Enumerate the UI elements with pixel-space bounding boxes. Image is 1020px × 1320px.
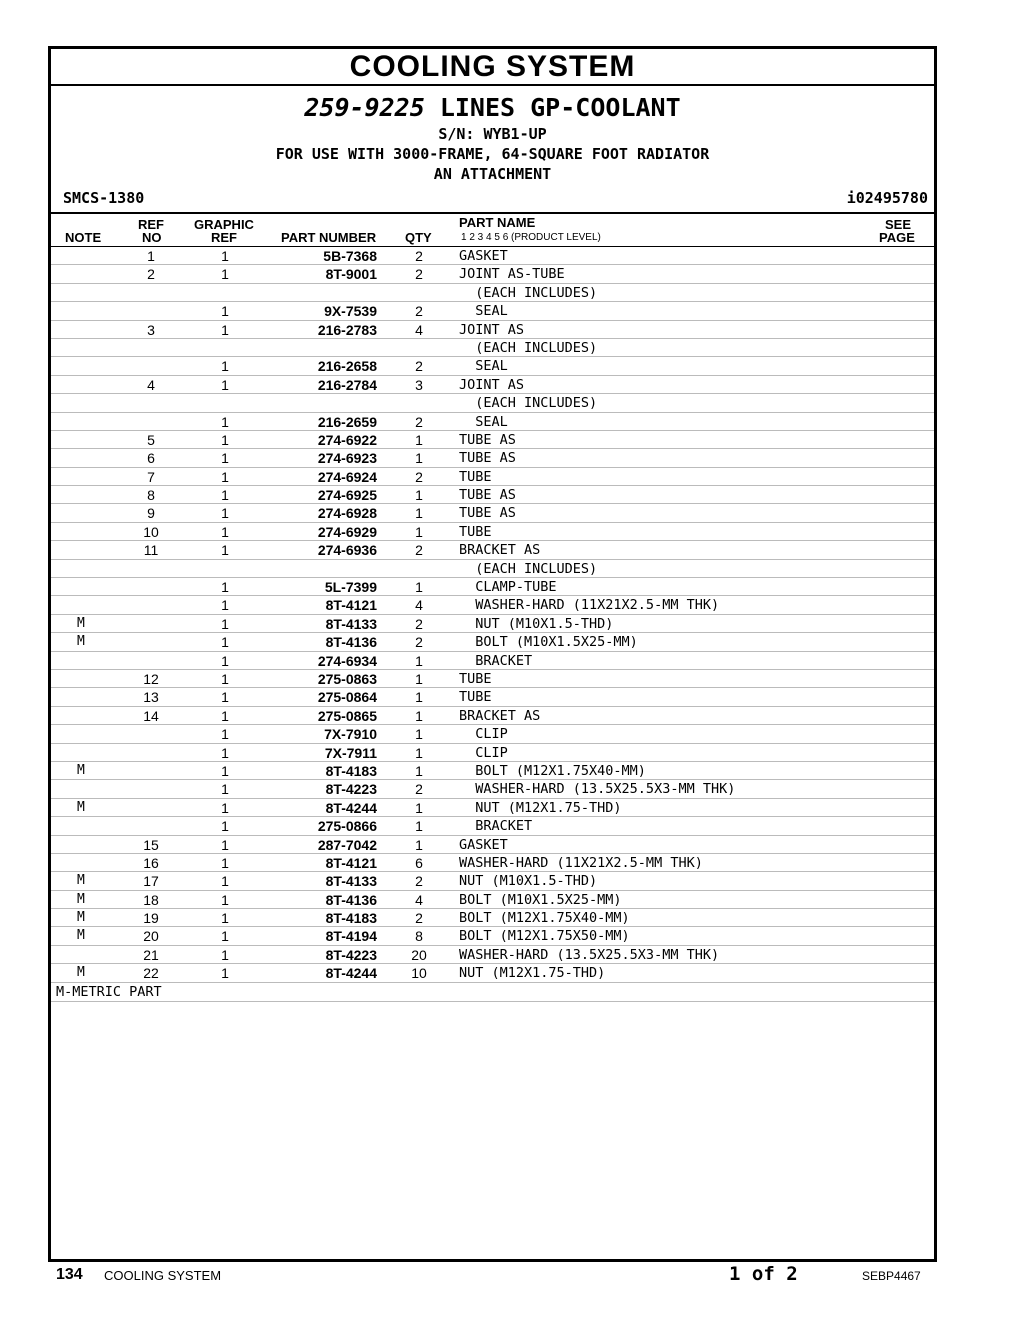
footer-section: COOLING SYSTEM bbox=[104, 1268, 222, 1283]
part-number-cell: 7X-7911 bbox=[324, 744, 377, 761]
ref-no-cell: 20 bbox=[143, 928, 159, 945]
graphic-ref-cell: 1 bbox=[221, 376, 229, 393]
table-row bbox=[51, 927, 934, 945]
part-name-cell: TUBE AS bbox=[459, 505, 516, 522]
qty-cell: 8 bbox=[415, 928, 423, 945]
qty-cell: 3 bbox=[415, 376, 423, 393]
graphic-ref-cell: 1 bbox=[221, 487, 229, 504]
qty-cell: 2 bbox=[415, 615, 423, 632]
qty-cell: 4 bbox=[415, 321, 423, 338]
graphic-ref-cell: 1 bbox=[221, 965, 229, 982]
graphic-ref-cell: 1 bbox=[221, 579, 229, 596]
table-row bbox=[51, 284, 934, 302]
part-name-cell: NUT (M10X1.5-THD) bbox=[459, 615, 614, 632]
part-number-cell: 275-0866 bbox=[317, 818, 377, 835]
graphic-ref-cell: 1 bbox=[221, 615, 229, 632]
graphic-ref-cell: 1 bbox=[221, 836, 229, 853]
part-name-cell: BOLT (M10X1.5X25-MM) bbox=[459, 634, 638, 651]
table-row bbox=[51, 523, 934, 541]
qty-cell: 1 bbox=[415, 579, 423, 596]
graphic-ref-cell: 1 bbox=[221, 873, 229, 890]
part-number-cell: 216-2659 bbox=[317, 413, 377, 430]
ref-no-cell: 14 bbox=[143, 707, 159, 724]
ref-no-cell: 12 bbox=[143, 670, 159, 687]
part-name-cell: SEAL bbox=[459, 358, 508, 375]
part-name-cell: BOLT (M12X1.75X40-MM) bbox=[459, 910, 630, 927]
page-number: 134 bbox=[56, 1266, 83, 1283]
part-name-cell: TUBE AS bbox=[459, 450, 516, 467]
serial-number: S/N: WYB1-UP bbox=[438, 125, 547, 143]
table-row bbox=[51, 486, 934, 504]
graphic-ref-cell: 1 bbox=[221, 928, 229, 945]
graphic-ref-cell: 1 bbox=[221, 266, 229, 283]
table-row bbox=[51, 431, 934, 449]
part-name-cell: WASHER-HARD (13.5X25.5X3-MM THK) bbox=[459, 781, 736, 798]
col-product-level: 1 2 3 4 5 6 (PRODUCT LEVEL) bbox=[461, 232, 601, 243]
part-number-cell: 274-6929 bbox=[317, 523, 377, 540]
graphic-ref-cell: 1 bbox=[221, 468, 229, 485]
graphic-ref-cell: 1 bbox=[221, 781, 229, 798]
note-cell: M bbox=[77, 634, 85, 650]
table-row bbox=[51, 836, 934, 854]
ref-no-cell: 16 bbox=[143, 854, 159, 871]
note-cell: M bbox=[77, 910, 85, 926]
part-name-cell: TUBE bbox=[459, 670, 492, 687]
note-cell: M bbox=[77, 799, 85, 815]
col-see-2: PAGE bbox=[879, 230, 915, 245]
part-name-cell: BRACKET AS bbox=[459, 542, 541, 559]
qty-cell: 4 bbox=[415, 891, 423, 908]
ref-no-cell: 15 bbox=[143, 836, 159, 853]
table-row bbox=[51, 725, 934, 743]
part-name-cell: TUBE bbox=[459, 468, 492, 485]
graphic-ref-cell: 1 bbox=[221, 248, 229, 264]
ref-no-cell: 13 bbox=[143, 689, 159, 706]
part-number-cell: 8T-4133 bbox=[325, 615, 377, 632]
part-name-cell: TUBE AS bbox=[459, 431, 516, 448]
part-number-cell: 216-2784 bbox=[317, 376, 377, 393]
part-name-cell: CLIP bbox=[459, 744, 508, 761]
table-row bbox=[51, 578, 934, 596]
part-number-cell: 8T-4244 bbox=[325, 965, 377, 982]
qty-cell: 20 bbox=[411, 946, 427, 963]
table-row bbox=[51, 615, 934, 633]
note-cell: M bbox=[77, 891, 85, 907]
table-row bbox=[51, 872, 934, 890]
group-heading bbox=[51, 92, 934, 124]
table-row bbox=[51, 946, 934, 964]
table-row bbox=[51, 376, 934, 394]
part-number-cell: 8T-4121 bbox=[325, 597, 377, 614]
qty-cell: 2 bbox=[415, 303, 423, 320]
qty-cell: 10 bbox=[411, 965, 427, 982]
column-header bbox=[51, 214, 934, 247]
qty-cell: 1 bbox=[415, 707, 423, 724]
ref-no-cell: 7 bbox=[147, 468, 155, 485]
part-number-cell: 274-6925 bbox=[317, 487, 377, 504]
ref-no-cell: 2 bbox=[147, 266, 155, 283]
table-row bbox=[51, 413, 934, 431]
part-name-cell: WASHER-HARD (11X21X2.5-MM THK) bbox=[459, 597, 720, 614]
part-name-cell: BRACKET bbox=[459, 652, 533, 669]
graphic-ref-cell: 1 bbox=[221, 670, 229, 687]
part-number-cell: 8T-4223 bbox=[325, 781, 377, 798]
graphic-ref-cell: 1 bbox=[221, 946, 229, 963]
part-number-cell: 274-6922 bbox=[317, 431, 377, 448]
part-number-cell: 274-6923 bbox=[317, 450, 377, 467]
graphic-ref-cell: 1 bbox=[221, 505, 229, 522]
col-qty: QTY bbox=[405, 230, 432, 245]
graphic-ref-cell: 1 bbox=[221, 303, 229, 320]
group-part-number: 259-9225 bbox=[304, 93, 425, 122]
qty-cell: 1 bbox=[415, 431, 423, 448]
part-number-cell: 216-2658 bbox=[317, 358, 377, 375]
part-number-cell: 274-6936 bbox=[317, 542, 377, 559]
section-title: COOLING SYSTEM bbox=[51, 49, 934, 86]
qty-cell: 2 bbox=[415, 266, 423, 283]
qty-cell: 4 bbox=[415, 597, 423, 614]
part-name-cell: CLAMP-TUBE bbox=[459, 579, 557, 596]
ref-no-cell: 5 bbox=[147, 431, 155, 448]
part-name-cell: BRACKET bbox=[459, 818, 533, 835]
part-name-cell: WASHER-HARD (13.5X25.5X3-MM THK) bbox=[459, 946, 720, 963]
graphic-ref-cell: 1 bbox=[221, 542, 229, 559]
qty-cell: 1 bbox=[415, 689, 423, 706]
ref-no-cell: 4 bbox=[147, 376, 155, 393]
qty-cell: 6 bbox=[415, 854, 423, 871]
table-row bbox=[51, 468, 934, 486]
ref-no-cell: 3 bbox=[147, 321, 155, 338]
qty-cell: 1 bbox=[415, 762, 423, 779]
part-number-cell: 8T-4223 bbox=[325, 946, 377, 963]
part-number-cell: 8T-4136 bbox=[325, 891, 377, 908]
qty-cell: 2 bbox=[415, 248, 423, 264]
ref-no-cell: 6 bbox=[147, 450, 155, 467]
usage-line: FOR USE WITH 3000-FRAME, 64-SQUARE FOOT RADIATOR bbox=[275, 145, 710, 163]
part-number-cell: 8T-4194 bbox=[325, 928, 377, 945]
graphic-ref-cell: 1 bbox=[221, 707, 229, 724]
part-number-cell: 216-2783 bbox=[317, 321, 377, 338]
ref-no-cell: 11 bbox=[143, 542, 159, 559]
table-row bbox=[51, 596, 934, 614]
part-name-cell: NUT (M12X1.75-THD) bbox=[459, 799, 622, 816]
part-number-cell: 8T-4136 bbox=[325, 634, 377, 651]
part-number-cell: 8T-4183 bbox=[325, 762, 377, 779]
table-row bbox=[51, 670, 934, 688]
table-row bbox=[51, 394, 934, 412]
part-name-cell: TUBE bbox=[459, 523, 492, 540]
graphic-ref-cell: 1 bbox=[221, 321, 229, 338]
qty-cell: 1 bbox=[415, 487, 423, 504]
part-number-cell: 275-0864 bbox=[317, 689, 377, 706]
note-cell: M bbox=[77, 965, 85, 981]
part-name-cell: BOLT (M12X1.75X40-MM) bbox=[459, 762, 646, 779]
qty-cell: 2 bbox=[415, 873, 423, 890]
part-number-cell: 274-6928 bbox=[317, 505, 377, 522]
part-number-cell: 287-7042 bbox=[317, 836, 377, 853]
table-row bbox=[51, 909, 934, 927]
graphic-ref-cell: 1 bbox=[221, 799, 229, 816]
graphic-ref-cell: 1 bbox=[221, 854, 229, 871]
note-cell: M bbox=[77, 873, 85, 889]
part-number-cell: 9X-7539 bbox=[324, 303, 377, 320]
part-number-cell: 7X-7910 bbox=[324, 726, 377, 743]
smcs-bar bbox=[51, 186, 934, 214]
part-name-cell: NUT (M10X1.5-THD) bbox=[459, 873, 598, 890]
part-name-cell: TUBE bbox=[459, 689, 492, 706]
graphic-ref-cell: 1 bbox=[221, 431, 229, 448]
ref-no-cell: 8 bbox=[147, 487, 155, 504]
qty-cell: 2 bbox=[415, 781, 423, 798]
part-name-cell: SEAL bbox=[459, 303, 508, 320]
part-number-cell: 8T-4133 bbox=[325, 873, 377, 890]
col-graphic-1: GRAPHIC bbox=[194, 217, 254, 232]
attachment-line: AN ATTACHMENT bbox=[433, 165, 552, 183]
table-row bbox=[51, 891, 934, 909]
table-row bbox=[51, 357, 934, 375]
part-number-cell: 5B-7368 bbox=[323, 248, 377, 264]
part-number-cell: 8T-4244 bbox=[325, 799, 377, 816]
smcs-code: SMCS-1380 bbox=[63, 189, 145, 207]
qty-cell: 2 bbox=[415, 413, 423, 430]
qty-cell: 1 bbox=[415, 505, 423, 522]
table-row bbox=[51, 817, 934, 835]
table-row bbox=[51, 265, 934, 283]
qty-cell: 1 bbox=[415, 836, 423, 853]
note-cell: M bbox=[77, 615, 85, 631]
ref-no-cell: 9 bbox=[147, 505, 155, 522]
metric-footnote: M-METRIC PART bbox=[51, 983, 934, 1002]
part-number-cell: 8T-4183 bbox=[325, 910, 377, 927]
table-row bbox=[51, 321, 934, 339]
ref-no-cell: 21 bbox=[143, 946, 159, 963]
qty-cell: 1 bbox=[415, 818, 423, 835]
table-row bbox=[51, 688, 934, 706]
part-name-cell: GASKET bbox=[459, 836, 508, 853]
part-name-cell: JOINT AS bbox=[459, 321, 525, 338]
table-row bbox=[51, 854, 934, 872]
graphic-ref-cell: 1 bbox=[221, 450, 229, 467]
graphic-ref-cell: 1 bbox=[221, 818, 229, 835]
qty-cell: 2 bbox=[415, 910, 423, 927]
col-part-name: PART NAME bbox=[459, 215, 536, 230]
table-row bbox=[51, 504, 934, 522]
graphic-ref-cell: 1 bbox=[221, 726, 229, 743]
table-row bbox=[51, 964, 934, 982]
part-name-cell: NUT (M12X1.75-THD) bbox=[459, 965, 606, 982]
ref-no-cell: 19 bbox=[143, 910, 159, 927]
col-ref-2: NO bbox=[142, 230, 162, 245]
part-name-cell: (EACH INCLUDES) bbox=[459, 339, 598, 356]
ref-no-cell: 1 bbox=[147, 248, 155, 264]
parts-table-body bbox=[51, 247, 934, 983]
col-note: NOTE bbox=[65, 230, 102, 245]
graphic-ref-cell: 1 bbox=[221, 413, 229, 430]
table-row bbox=[51, 633, 934, 651]
qty-cell: 2 bbox=[415, 468, 423, 485]
part-number-cell: 274-6934 bbox=[317, 652, 377, 669]
part-number-cell: 8T-9001 bbox=[325, 266, 377, 283]
document-id: SEBP4467 bbox=[862, 1269, 921, 1283]
group-name: LINES GP-COOLANT bbox=[439, 93, 681, 122]
graphic-ref-cell: 1 bbox=[221, 358, 229, 375]
part-name-cell: (EACH INCLUDES) bbox=[459, 284, 598, 301]
part-name-cell: TUBE AS bbox=[459, 487, 516, 504]
col-see-1: SEE bbox=[885, 217, 912, 232]
qty-cell: 1 bbox=[415, 670, 423, 687]
table-row bbox=[51, 707, 934, 725]
graphic-ref-cell: 1 bbox=[221, 597, 229, 614]
graphic-ref-cell: 1 bbox=[221, 634, 229, 651]
part-name-cell: SEAL bbox=[459, 413, 508, 430]
part-number-cell: 275-0863 bbox=[317, 670, 377, 687]
qty-cell: 1 bbox=[415, 652, 423, 669]
graphic-ref-cell: 1 bbox=[221, 523, 229, 540]
table-row bbox=[51, 652, 934, 670]
ref-no-cell: 10 bbox=[143, 523, 159, 540]
page-footer bbox=[0, 1263, 1020, 1290]
qty-cell: 1 bbox=[415, 799, 423, 816]
table-row bbox=[51, 449, 934, 467]
qty-cell: 2 bbox=[415, 542, 423, 559]
table-row bbox=[51, 302, 934, 320]
part-number-cell: 8T-4121 bbox=[325, 854, 377, 871]
note-cell: M bbox=[77, 928, 85, 944]
part-name-cell: JOINT AS-TUBE bbox=[459, 266, 565, 283]
graphic-ref-cell: 1 bbox=[221, 744, 229, 761]
note-cell: M bbox=[77, 762, 85, 778]
table-row bbox=[51, 762, 934, 780]
part-name-cell: BOLT (M12X1.75X50-MM) bbox=[459, 928, 630, 945]
part-number-cell: 5L-7399 bbox=[324, 579, 377, 596]
ref-no-cell: 18 bbox=[143, 891, 159, 908]
qty-cell: 1 bbox=[415, 523, 423, 540]
qty-cell: 1 bbox=[415, 450, 423, 467]
part-name-cell: (EACH INCLUDES) bbox=[459, 395, 598, 412]
table-row bbox=[51, 560, 934, 578]
parts-page-frame bbox=[48, 46, 937, 1262]
qty-cell: 1 bbox=[415, 744, 423, 761]
col-ref-1: REF bbox=[138, 217, 164, 232]
col-part-number: PART NUMBER bbox=[281, 230, 377, 245]
illustration-id: i02495780 bbox=[846, 189, 928, 207]
qty-cell: 2 bbox=[415, 358, 423, 375]
part-name-cell: WASHER-HARD (11X21X2.5-MM THK) bbox=[459, 854, 703, 871]
part-name-cell: CLIP bbox=[459, 726, 508, 743]
part-name-cell: GASKET bbox=[459, 248, 508, 264]
part-name-cell: (EACH INCLUDES) bbox=[459, 560, 598, 577]
part-name-cell: BOLT (M10X1.5X25-MM) bbox=[459, 891, 622, 908]
part-name-cell: BRACKET AS bbox=[459, 707, 541, 724]
table-row bbox=[51, 541, 934, 559]
page-of-indicator: 1 of 2 bbox=[729, 1263, 798, 1285]
table-row bbox=[51, 247, 934, 265]
ref-no-cell: 17 bbox=[143, 873, 159, 890]
graphic-ref-cell: 1 bbox=[221, 762, 229, 779]
qty-cell: 1 bbox=[415, 726, 423, 743]
part-number-cell: 275-0865 bbox=[317, 707, 377, 724]
ref-no-cell: 22 bbox=[143, 965, 159, 982]
graphic-ref-cell: 1 bbox=[221, 891, 229, 908]
graphic-ref-cell: 1 bbox=[221, 652, 229, 669]
part-name-cell: JOINT AS bbox=[459, 376, 525, 393]
graphic-ref-cell: 1 bbox=[221, 689, 229, 706]
table-row bbox=[51, 780, 934, 798]
table-row bbox=[51, 744, 934, 762]
graphic-ref-cell: 1 bbox=[221, 910, 229, 927]
qty-cell: 2 bbox=[415, 634, 423, 651]
table-row bbox=[51, 799, 934, 817]
col-graphic-2: REF bbox=[211, 230, 237, 245]
part-number-cell: 274-6924 bbox=[317, 468, 377, 485]
table-row bbox=[51, 339, 934, 357]
